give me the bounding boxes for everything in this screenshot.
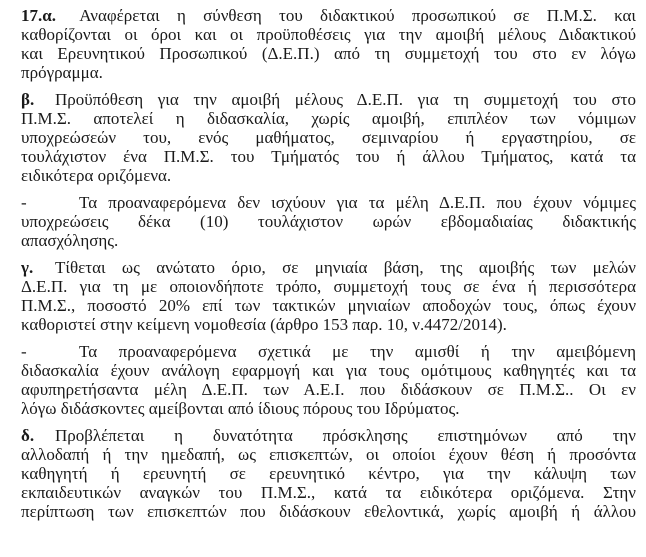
paragraph-delta-line-5: περίπτωση των επισκεπτών που διδάσκουν εθελοντικά, χωρίς αμοιβή ή άλλου bbox=[21, 502, 636, 521]
paragraph-beta-line-4: τουλάχιστον ένα Π.Μ.Σ. του Τμήματός του ή άλλου Τμήματος, κατά τα bbox=[21, 147, 636, 166]
paragraph-alpha-text-1: Αναφέρεται η σύνθεση του διδακτικού προσωπικού σε Π.Μ.Σ. και bbox=[79, 6, 636, 25]
paragraph-beta-line-2: Π.Μ.Σ. αποτελεί η διδασκαλία, χωρίς αμοιβή, επιπλέον των νόμιμων bbox=[21, 109, 636, 128]
paragraph-gamma-text-1: Τίθεται ως ανώτατο όριο, σε μηνιαία βάση, της αμοιβής των μελών bbox=[55, 258, 636, 277]
dash-paragraph-2-marker: - bbox=[21, 342, 27, 361]
paragraph-gamma-line-4: καθοριστεί στην κείμενη νομοθεσία (άρθρο 153 παρ. 10, ν.4472/2014). bbox=[21, 315, 507, 334]
paragraph-alpha-line-4: πρόγραμμα. bbox=[21, 63, 103, 82]
dash-paragraph-1-line-2: υποχρεώσεις δέκα (10) τουλάχιστον ωρών εβδομαδιαίας διδακτικής bbox=[21, 212, 636, 231]
paragraph-beta-text-1: Προϋπόθεση για την αμοιβή μέλους Δ.Ε.Π. για τη συμμετοχή του στο bbox=[55, 90, 636, 109]
paragraph-delta-line-2: αλλοδαπή ή την ημεδαπή, ως επισκεπτών, οι οποίοι έχουν θέση ή προσόντα bbox=[21, 445, 636, 464]
paragraph-delta-marker: δ. bbox=[21, 426, 35, 445]
paragraph-gamma-marker: γ. bbox=[21, 258, 34, 277]
dash-paragraph-2-line-2: διδασκαλία έχουν ανάλογη εφαρμογή και για τους ομότιμους καθηγητές και τα bbox=[21, 361, 636, 380]
paragraph-gamma-line-2: Δ.Ε.Π. για τη με οποιονδήποτε τρόπο, συμμετοχή τους σε ένα ή περισσότερα bbox=[21, 277, 636, 296]
paragraph-beta-line-5: ειδικότερα οριζόμενα. bbox=[21, 166, 172, 185]
section-label: 17.α. bbox=[21, 6, 56, 25]
paragraph-gamma-line-3: Π.Μ.Σ., ποσοστό 20% επί των τακτικών μηνιαίων αποδοχών τους, όπως έχουν bbox=[21, 296, 636, 315]
paragraph-beta-line-3: υποχρεώσεών του, ενός μαθήματος, σεμιναρίου ή εργαστηρίου, σε bbox=[21, 128, 636, 147]
paragraph-alpha-line-3: και Ερευνητικού Προσωπικού (Δ.Ε.Π.) από τη συμμετοχή του στο εν λόγω bbox=[21, 44, 636, 63]
dash-paragraph-1-marker: - bbox=[21, 193, 27, 212]
paragraph-alpha-line-2: καθορίζονται οι όροι και οι προϋποθέσεις για την αμοιβή μέλους Διδακτικού bbox=[21, 25, 636, 44]
paragraph-delta-line-4: εκπαιδευτικών αναγκών του Π.Μ.Σ., κατά τα ειδικότερα οριζόμενα. Στην bbox=[21, 483, 636, 502]
dash-paragraph-2-line-3: αφυπηρετήσαντα μέλη Δ.Ε.Π. των Α.Ε.Ι. που διδάσκουν σε Π.Μ.Σ.. Οι εν bbox=[21, 380, 636, 399]
dash-paragraph-2-text-1: Τα προαναφερόμενα σχετικά με την αμισθί ή την αμειβόμενη bbox=[79, 342, 636, 361]
paragraph-delta-line-3: καθηγητή ή ερευνητή σε ερευνητικό κέντρο, για την κάλυψη των bbox=[21, 464, 636, 483]
paragraph-beta-marker: β. bbox=[21, 90, 35, 109]
dash-paragraph-2-line-4: λόγω διδάσκοντες αμείβονται από ίδιους πόρους του Ιδρύματος. bbox=[21, 399, 460, 418]
dash-paragraph-1-line-3: απασχόλησης. bbox=[21, 231, 119, 250]
dash-paragraph-1-text-1: Τα προαναφερόμενα δεν ισχύουν για τα μέλη Δ.Ε.Π. που έχουν νόμιμες bbox=[79, 193, 636, 212]
paragraph-delta-text-1: Προβλέπεται η δυνατότητα πρόσκλησης επιστημόνων από την bbox=[55, 426, 636, 445]
